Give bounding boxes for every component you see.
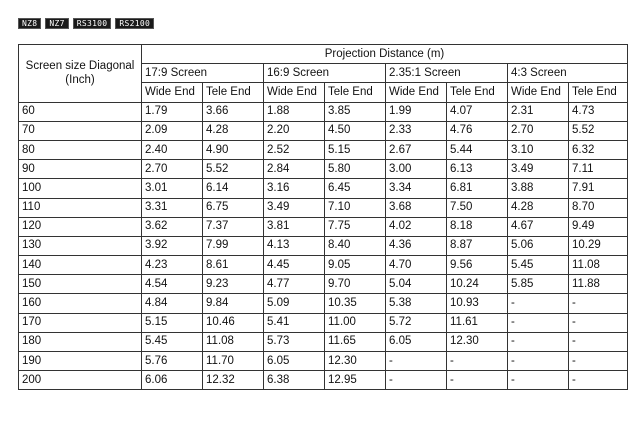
distance-cell: 4.84 — [142, 294, 203, 313]
distance-cell: 11.08 — [569, 256, 628, 275]
model-tags — [18, 18, 154, 29]
distance-cell: 5.45 — [508, 256, 569, 275]
table-header — [19, 45, 628, 103]
distance-cell: 3.00 — [386, 160, 447, 179]
model-tag: RS3100 — [73, 18, 112, 29]
distance-cell: 7.11 — [569, 160, 628, 179]
distance-cell: - — [386, 371, 447, 390]
distance-cell: - — [569, 371, 628, 390]
wide-end-header: Wide End — [386, 83, 447, 102]
distance-cell: 9.70 — [325, 275, 386, 294]
table-row — [19, 140, 628, 159]
screen-size-cell: 200 — [19, 371, 142, 390]
distance-cell: 11.61 — [447, 313, 508, 332]
distance-cell: - — [447, 371, 508, 390]
distance-cell: 8.40 — [325, 236, 386, 255]
distance-cell: 4.73 — [569, 102, 628, 121]
distance-cell: 7.99 — [203, 236, 264, 255]
screen-size-cell: 110 — [19, 198, 142, 217]
model-tag: RS2100 — [115, 18, 154, 29]
distance-cell: 4.67 — [508, 217, 569, 236]
distance-cell: 7.75 — [325, 217, 386, 236]
distance-cell: 2.84 — [264, 160, 325, 179]
distance-cell: - — [508, 332, 569, 351]
table-row — [19, 313, 628, 332]
distance-cell: 5.52 — [569, 121, 628, 140]
distance-cell: 4.50 — [325, 121, 386, 140]
table-row — [19, 371, 628, 390]
distance-cell: 2.20 — [264, 121, 325, 140]
distance-cell: 2.33 — [386, 121, 447, 140]
distance-cell: 11.65 — [325, 332, 386, 351]
distance-cell: 4.28 — [508, 198, 569, 217]
distance-cell: 4.36 — [386, 236, 447, 255]
distance-cell: 6.05 — [386, 332, 447, 351]
table-body — [19, 102, 628, 390]
distance-cell: 5.72 — [386, 313, 447, 332]
distance-cell: 5.85 — [508, 275, 569, 294]
table-row — [19, 102, 628, 121]
distance-cell: 4.13 — [264, 236, 325, 255]
table-row — [19, 217, 628, 236]
screen-size-cell: 100 — [19, 179, 142, 198]
distance-cell: - — [508, 352, 569, 371]
distance-cell: 11.70 — [203, 352, 264, 371]
distance-cell: 3.68 — [386, 198, 447, 217]
distance-cell: 6.75 — [203, 198, 264, 217]
distance-cell: 5.44 — [447, 140, 508, 159]
distance-cell: 4.77 — [264, 275, 325, 294]
distance-cell: 8.70 — [569, 198, 628, 217]
distance-cell: 6.05 — [264, 352, 325, 371]
distance-cell: 10.93 — [447, 294, 508, 313]
table-row — [19, 275, 628, 294]
table-row — [19, 160, 628, 179]
distance-cell: 5.38 — [386, 294, 447, 313]
distance-cell: 3.66 — [203, 102, 264, 121]
distance-cell: 8.18 — [447, 217, 508, 236]
distance-cell: 3.16 — [264, 179, 325, 198]
screen-size-cell: 190 — [19, 352, 142, 371]
distance-cell: 2.40 — [142, 140, 203, 159]
distance-cell: 2.31 — [508, 102, 569, 121]
distance-cell: 5.09 — [264, 294, 325, 313]
distance-cell: 4.76 — [447, 121, 508, 140]
screen-size-cell: 180 — [19, 332, 142, 351]
distance-cell: - — [569, 294, 628, 313]
distance-cell: 10.46 — [203, 313, 264, 332]
distance-cell: 4.70 — [386, 256, 447, 275]
distance-cell: 1.99 — [386, 102, 447, 121]
distance-cell: 6.06 — [142, 371, 203, 390]
distance-cell: 9.05 — [325, 256, 386, 275]
table-row — [19, 294, 628, 313]
wide-end-header: Wide End — [508, 83, 569, 102]
model-tag: NZ7 — [45, 18, 68, 29]
distance-cell: - — [508, 294, 569, 313]
distance-cell: - — [569, 352, 628, 371]
distance-cell: 3.81 — [264, 217, 325, 236]
distance-cell: 2.70 — [142, 160, 203, 179]
distance-cell: 2.70 — [508, 121, 569, 140]
screen-size-cell: 80 — [19, 140, 142, 159]
distance-cell: 10.35 — [325, 294, 386, 313]
distance-cell: 8.87 — [447, 236, 508, 255]
distance-cell: 3.49 — [264, 198, 325, 217]
distance-cell: 6.32 — [569, 140, 628, 159]
screen-size-cell: 170 — [19, 313, 142, 332]
distance-cell: 3.34 — [386, 179, 447, 198]
projection-distance-table — [18, 44, 628, 390]
distance-cell: 6.81 — [447, 179, 508, 198]
distance-cell: 3.01 — [142, 179, 203, 198]
distance-cell: 11.00 — [325, 313, 386, 332]
screen-size-header: Screen size Diagonal (Inch) — [19, 45, 142, 103]
screen-17-9-header: 17:9 Screen — [142, 64, 264, 83]
distance-cell: 7.10 — [325, 198, 386, 217]
distance-cell: 8.61 — [203, 256, 264, 275]
distance-cell: 4.54 — [142, 275, 203, 294]
distance-cell: 6.14 — [203, 179, 264, 198]
distance-cell: - — [508, 313, 569, 332]
distance-cell: 7.91 — [569, 179, 628, 198]
distance-cell: 1.88 — [264, 102, 325, 121]
distance-cell: 12.30 — [447, 332, 508, 351]
table-row — [19, 332, 628, 351]
distance-cell: 5.52 — [203, 160, 264, 179]
distance-cell: - — [569, 313, 628, 332]
tele-end-header: Tele End — [325, 83, 386, 102]
distance-cell: 5.80 — [325, 160, 386, 179]
distance-cell: 11.88 — [569, 275, 628, 294]
distance-cell: 5.76 — [142, 352, 203, 371]
distance-cell: 10.24 — [447, 275, 508, 294]
distance-cell: 9.23 — [203, 275, 264, 294]
distance-cell: 4.90 — [203, 140, 264, 159]
tele-end-header: Tele End — [203, 83, 264, 102]
distance-cell: 4.23 — [142, 256, 203, 275]
distance-cell: 4.45 — [264, 256, 325, 275]
table-row — [19, 352, 628, 371]
distance-cell: 9.84 — [203, 294, 264, 313]
distance-cell: 4.07 — [447, 102, 508, 121]
distance-cell: - — [386, 352, 447, 371]
table-row — [19, 236, 628, 255]
distance-cell: 11.08 — [203, 332, 264, 351]
screen-size-cell: 70 — [19, 121, 142, 140]
screen-2-35-1-header: 2.35:1 Screen — [386, 64, 508, 83]
distance-cell: 10.29 — [569, 236, 628, 255]
distance-cell: - — [569, 332, 628, 351]
distance-cell: 3.88 — [508, 179, 569, 198]
wide-end-header: Wide End — [264, 83, 325, 102]
distance-cell: 5.45 — [142, 332, 203, 351]
table-row — [19, 256, 628, 275]
distance-cell: 1.79 — [142, 102, 203, 121]
distance-cell: 6.13 — [447, 160, 508, 179]
distance-cell: 3.62 — [142, 217, 203, 236]
tele-end-header: Tele End — [447, 83, 508, 102]
distance-cell: 6.45 — [325, 179, 386, 198]
distance-cell: 3.10 — [508, 140, 569, 159]
distance-cell: 12.95 — [325, 371, 386, 390]
distance-cell: 2.67 — [386, 140, 447, 159]
distance-cell: - — [447, 352, 508, 371]
distance-cell: 5.41 — [264, 313, 325, 332]
screen-size-cell: 130 — [19, 236, 142, 255]
distance-cell: 12.32 — [203, 371, 264, 390]
screen-size-cell: 120 — [19, 217, 142, 236]
distance-cell: 2.09 — [142, 121, 203, 140]
model-tag: NZ8 — [18, 18, 41, 29]
table-row — [19, 198, 628, 217]
screen-size-cell: 150 — [19, 275, 142, 294]
distance-cell: - — [508, 371, 569, 390]
screen-16-9-header: 16:9 Screen — [264, 64, 386, 83]
screen-size-cell: 90 — [19, 160, 142, 179]
distance-cell: 6.38 — [264, 371, 325, 390]
distance-cell: 9.49 — [569, 217, 628, 236]
distance-cell: 3.49 — [508, 160, 569, 179]
distance-cell: 2.52 — [264, 140, 325, 159]
screen-size-cell: 160 — [19, 294, 142, 313]
distance-cell: 3.31 — [142, 198, 203, 217]
tele-end-header: Tele End — [569, 83, 628, 102]
screen-size-cell: 140 — [19, 256, 142, 275]
distance-cell: 5.04 — [386, 275, 447, 294]
screen-4-3-header: 4:3 Screen — [508, 64, 628, 83]
distance-cell: 5.15 — [325, 140, 386, 159]
distance-cell: 9.56 — [447, 256, 508, 275]
screen-size-cell: 60 — [19, 102, 142, 121]
distance-cell: 5.15 — [142, 313, 203, 332]
table-row — [19, 121, 628, 140]
distance-cell: 5.73 — [264, 332, 325, 351]
distance-cell: 4.28 — [203, 121, 264, 140]
distance-cell: 5.06 — [508, 236, 569, 255]
table-row — [19, 179, 628, 198]
distance-cell: 4.02 — [386, 217, 447, 236]
distance-cell: 12.30 — [325, 352, 386, 371]
wide-end-header: Wide End — [142, 83, 203, 102]
distance-cell: 3.85 — [325, 102, 386, 121]
distance-cell: 3.92 — [142, 236, 203, 255]
distance-cell: 7.50 — [447, 198, 508, 217]
projection-distance-header: Projection Distance (m) — [142, 45, 628, 64]
distance-cell: 7.37 — [203, 217, 264, 236]
